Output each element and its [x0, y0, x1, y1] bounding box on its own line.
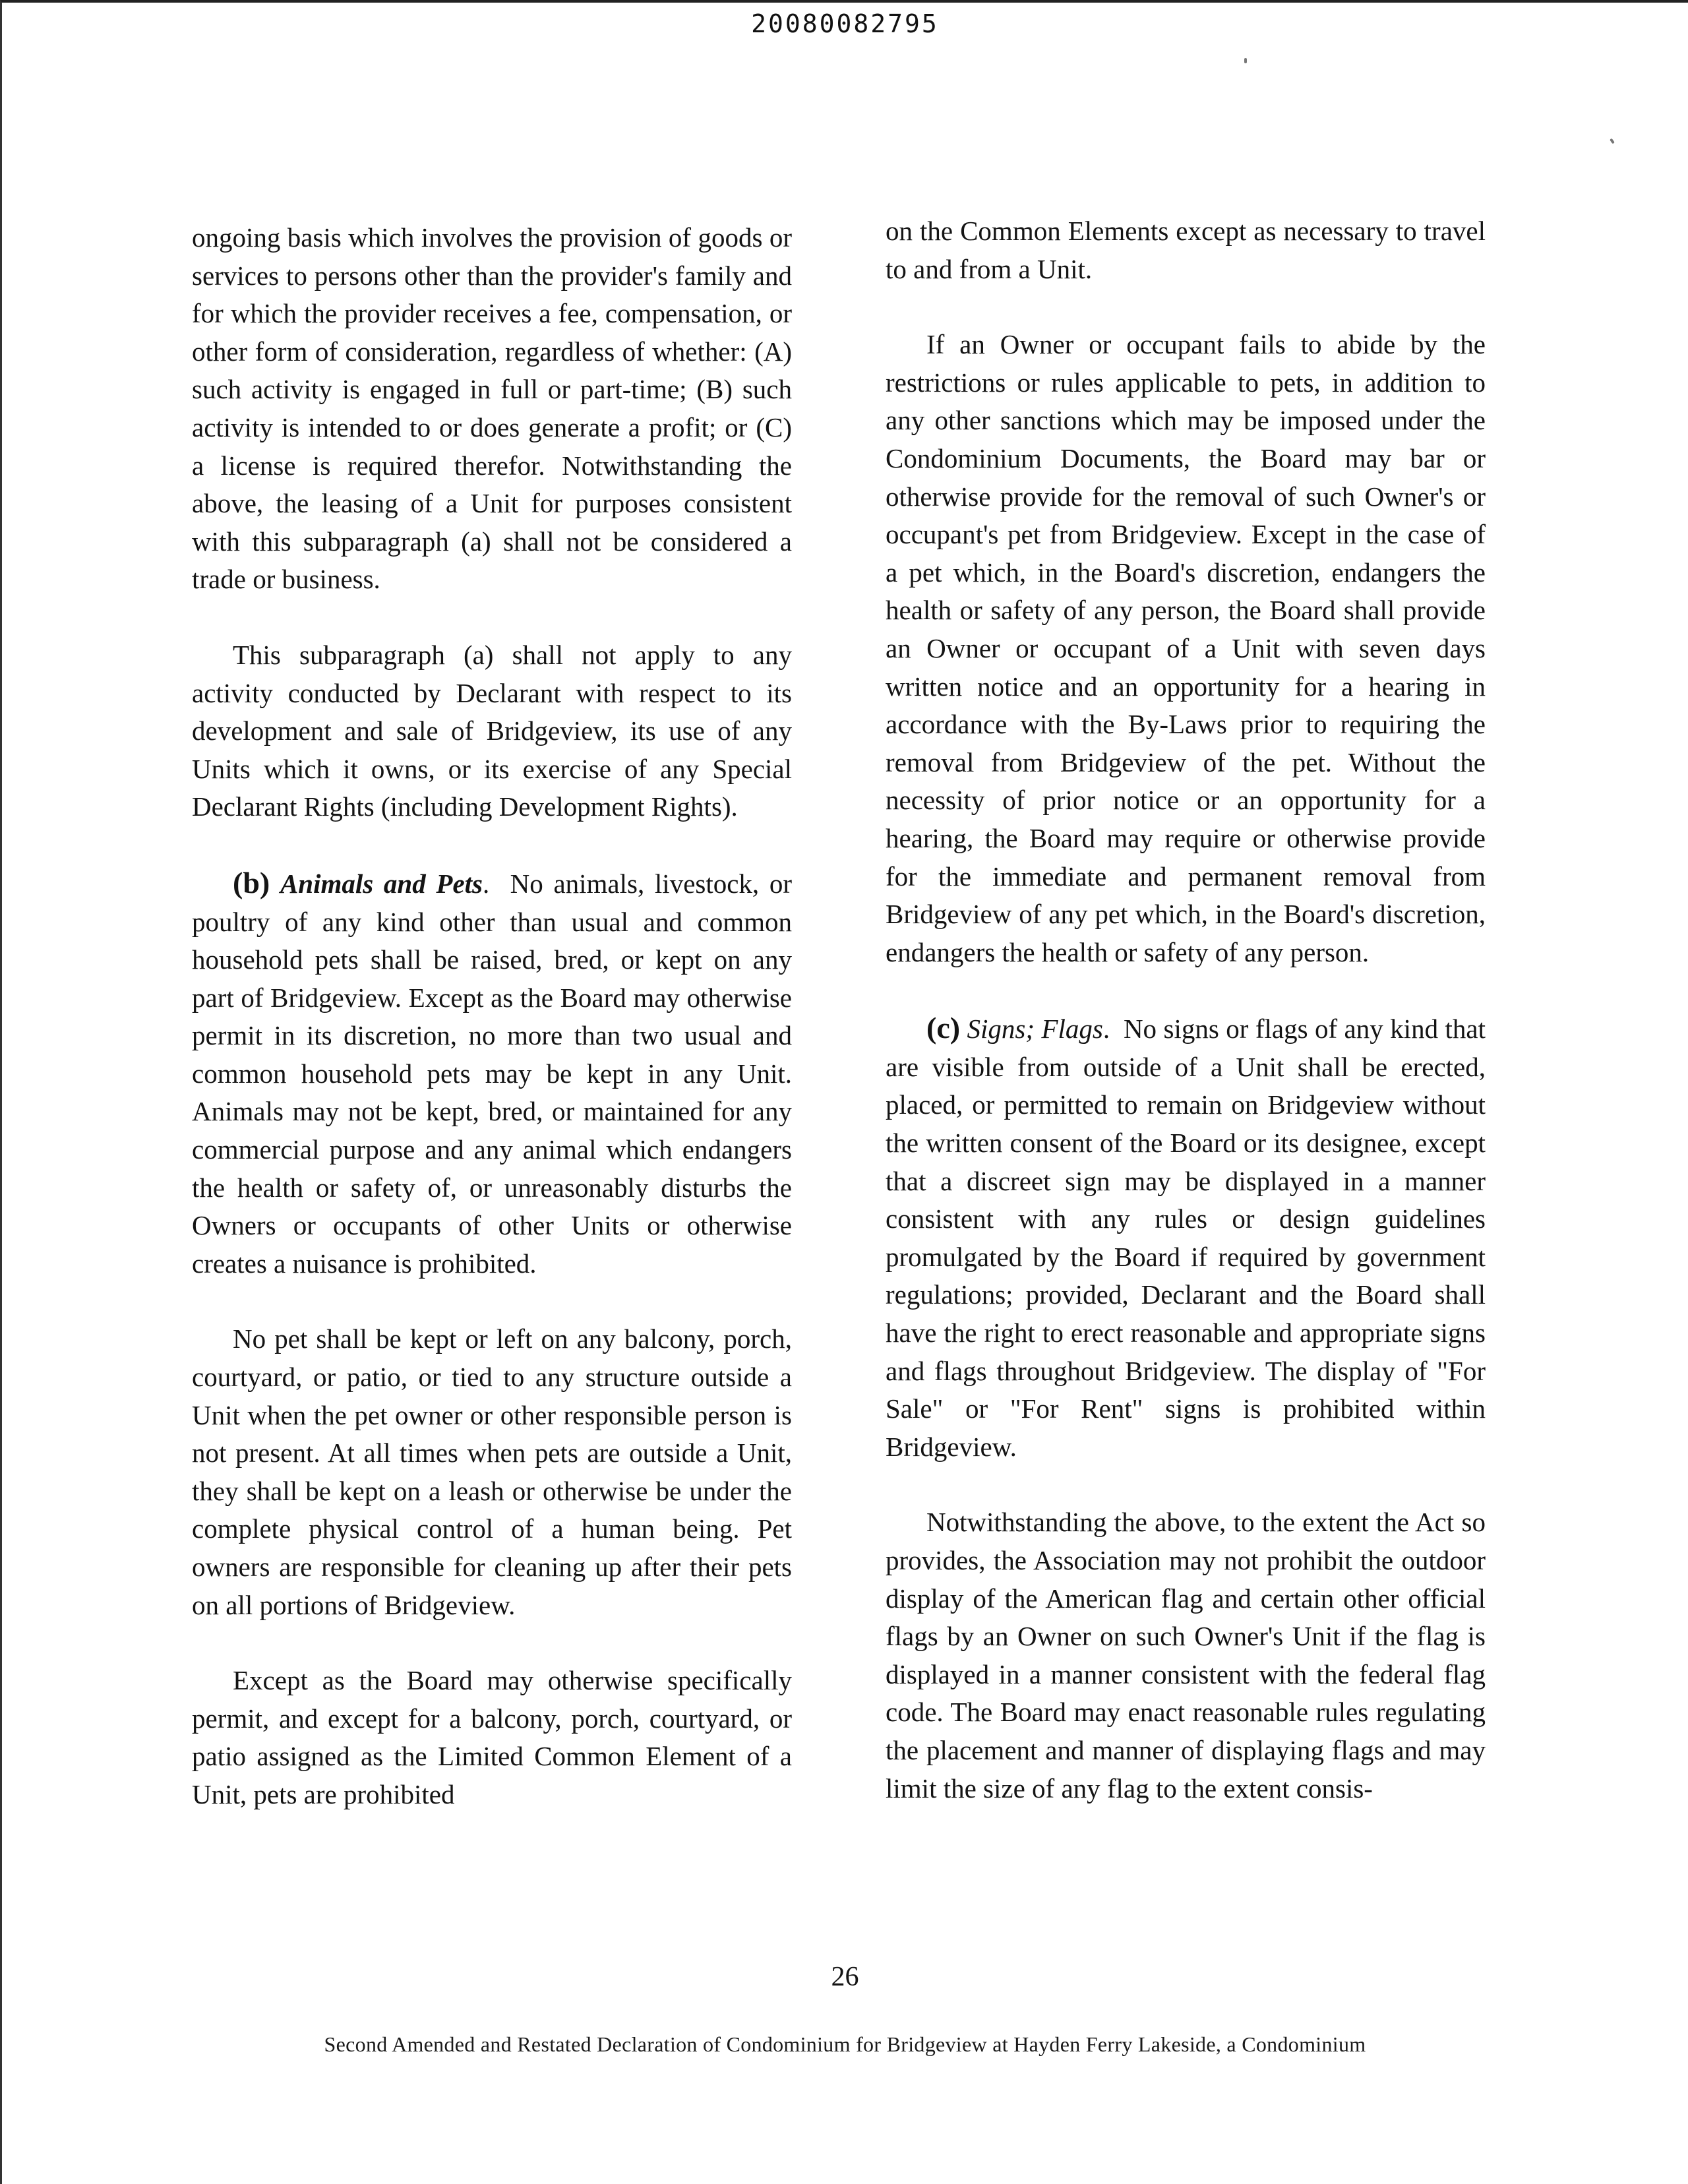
- page-footer: Second Amended and Restated Declaration of Condominium for Bridgeview at Hayden Ferry Lakeside, a Condominium: [324, 2032, 1366, 2056]
- paragraph-pet-sanctions: If an Owner or occupant fails to abide by the restrictions or rules applicable to pets, in addition to any other sanctions which may be imposed under the Condominium Documents, the Board may bar or otherwise provide for the removal of such Owner's or occupant's pet from Bridgeview. Except in the case of a pet which, in the Board's discretion, endangers the health or safety of any person, the Board shall provide an Owner or occupant of a Unit with seven days written notice and an opportunity for a hearing in accordance with the By-Laws prior to requiring the removal from Bridgeview of the pet. Without the necessity of prior notice or an opportunity for a hearing, the Board may require or otherwise provide for the immediate and permanent removal from Bridgeview of any pet which, in the Board's discretion, endangers the health or safety of any person.: [886, 329, 1486, 967]
- left-column: [192, 219, 792, 1852]
- section-b-label: (b): [233, 865, 270, 899]
- page-number: 26: [831, 1962, 859, 1992]
- section-c-title: Signs; Flags: [967, 1014, 1103, 1045]
- section-c-signs-flags: (c) Signs; Flags. No signs or flags of any kind that are visible from outside of a Unit shall be erected, placed, or permitted to remain on Bridgeview without the written consent of the Board or its designee, except that a discreet sign may be displayed in a manner consistent with any rules or design guidelines promulgated by the Board if required by government regulations; provided, Declarant and the Board shall have the right to erect reasonable and appropriate signs and flags throughout Bridgeview. The display of "For Sale" or "For Rent" signs is prohibited within Bridgeview.: [886, 1011, 1486, 1462]
- paragraph-trade-business-continued: ongoing basis which involves the provision of goods or services to persons other than the provider's family and for which the provider receives a fee, compensation, or other form of consideration, regardless of whether: (A) such activity is engaged in full or part-time; (B) such activity is intended to or does generate a profit; or (C) a license is required therefor. Notwithstanding the above, the leasing of a Unit for purposes consistent with this subparagraph (a) shall not be considered a trade or business.: [192, 222, 792, 595]
- paragraph-common-elements-continued: on the Common Elements except as necessary to travel to and from a Unit.: [886, 216, 1486, 284]
- section-c-label: (c): [926, 1011, 961, 1045]
- paragraph-declarant-exception: This subparagraph (a) shall not apply to any activity conducted by Declarant with respect to its development and sale of Bridgeview, its use of any Units which it owns, or its exercise of any Special Declarant Rights (including Development Rights).: [192, 639, 792, 822]
- right-column: [886, 212, 1486, 1845]
- scan-speck: [1610, 138, 1615, 144]
- section-c-text: No signs or flags of any kind that are visible from outside of a Unit shall be erected, placed, or permitted to remain on Bridgeview without the written consent of the Board or its designee, except that a discreet sign may be displayed in a manner consistent with any rules or design guidelines promulgated by the Board if required by government regulations; provided, Declarant and the Board shall have the right to erect reasonable and appropriate signs and flags throughout Bridgeview. The display of "For Sale" or "For Rent" signs is prohibited within Bridgeview.: [886, 1014, 1486, 1462]
- paragraph-pet-common-elements: Except as the Board may otherwise specifically permit, and except for a balcony, porch, courtyard, or patio assigned as the Limited Common Element of a Unit, pets are prohibited: [192, 1665, 792, 1809]
- section-b-title: Animals and Pets: [280, 868, 483, 899]
- section-b-animals-pets: (b) Animals and Pets. No animals, livestock, or poultry of any kind other than usual and common household pets shall be raised, bred, or kept on any part of Bridgeview. Except as the Board may otherwise permit in its discretion, no more than two usual and common household pets may be kept in any Unit. Animals may not be kept, bred, or maintained for any commercial purpose and any animal which endangers the health or safety of, or unreasonably disturbs the Owners or occupants of other Units or otherwise creates a nuisance is prohibited.: [192, 865, 793, 1279]
- paragraph-american-flag: Notwithstanding the above, to the extent the Act so provides, the Association may not prohibit the outdoor display of the American flag and certain other official flags by an Owner on such Owner's Unit if the flag is displayed in a manner consistent with the federal flag code. The Board may enact reasonable rules regulating the placement and manner of displaying flags and may limit the size of any flag to the extent consis-: [886, 1507, 1486, 1804]
- paragraph-pet-outdoors: No pet shall be kept or left on any balcony, porch, courtyard, or patio, or tied to any structure outside a Unit when the pet owner or other responsible person is not present. At all times when pets are outside a Unit, they shall be kept on a leash or otherwise be under the complete physical control of a human being. Pet owners are responsible for cleaning up after their pets on all portions of Bridgeview.: [192, 1323, 792, 1620]
- section-b-text: No animals, livestock, or poultry of any kind other than usual and common household pets shall be raised, bred, or kept on any part of Bridgeview. Except as the Board may otherwise permit in its discretion, no more than two usual and common household pets may be kept in any Unit. Animals may not be kept, bred, or maintained for any commercial purpose and any animal which endangers the health or safety of, or unreasonably disturbs the Owners or occupants of other Units or otherwise creates a nuisance is prohibited.: [192, 868, 793, 1279]
- document-number: 20080082795: [751, 9, 939, 38]
- scan-speck: [1244, 58, 1247, 63]
